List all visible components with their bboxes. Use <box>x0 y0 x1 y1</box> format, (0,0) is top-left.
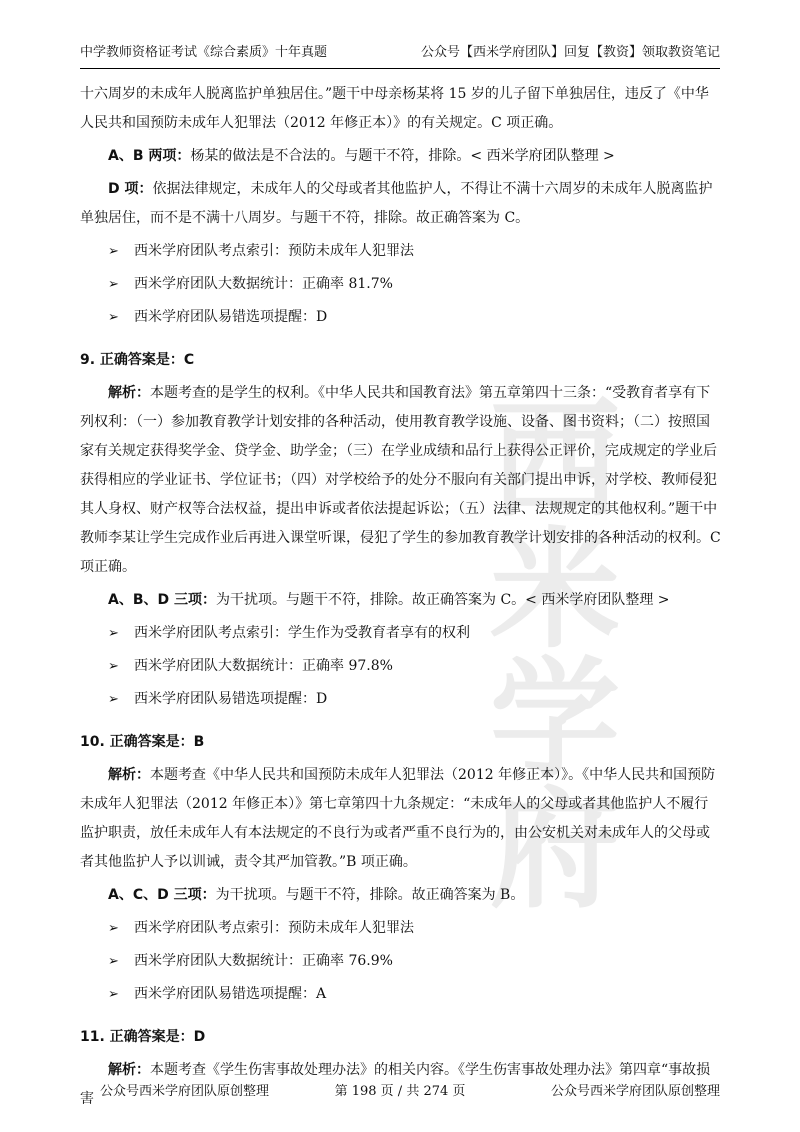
list-item-text: 西米学府团队考点索引：学生作为受教育者享有的权利 <box>134 625 470 641</box>
list-item <box>80 914 722 943</box>
explanation-text: 本题考查《学生伤害事故处理办法》的相关内容。《学生伤害事故处理办法》第四章“事故损害 <box>80 1062 711 1107</box>
explanation-label: 解析： <box>108 1062 150 1078</box>
option-text: 为干扰项。与题干不符，排除。故正确答案为 B。 <box>215 887 525 903</box>
page-number: 第 198 页 / 共 274 页 <box>334 1084 466 1099</box>
paragraph <box>80 586 722 615</box>
paragraph <box>80 142 722 171</box>
list-item-text: 西米学府团队易错选项提醒：D <box>134 309 328 325</box>
option-label: A、B 两项： <box>108 148 191 164</box>
footer-credit-right: 公众号西米学府团队原创整理 <box>550 1084 720 1099</box>
arrowhead-bullet-icon: ➢ <box>108 692 119 707</box>
question-answer-heading: 10. 正确答案是：B <box>80 734 205 750</box>
list-item <box>80 270 722 299</box>
arrowhead-bullet-icon: ➢ <box>108 310 119 325</box>
list-item-text: 西米学府团队大数据统计：正确率 76.9% <box>134 953 393 969</box>
page-header <box>80 38 720 69</box>
header-book-title: 中学教师资格证考试《综合素质》十年真题 <box>80 45 328 60</box>
explanation-text: 本题考查的是学生的权利。《中华人民共和国教育法》第五章第四十三条：“受教育者享有下列权利：（一）参加教育教学计划安排的各种活动，使用教育教学设施、设备、图书资料；（二）按照国家有关规定获得奖学金、贷学金、助学金；（三）在学业成绩和品行上获得公正评价，完成规定的学业后获得相应的学业证书、学位证书；（四）对学校给予的处分不服向有关部门提出申诉，对学校、教师侵犯其人身权、财产权等合法权益，提出申诉或者依法提起诉讼；（五）法律、法规规定的其他权利。”题干中教师李某让学生完成作业后再进入课堂听课，侵犯了学生的参加教育教学计划安排的各种活动的权利。C 项正确。 <box>80 385 721 575</box>
list-item <box>80 237 722 266</box>
list-item-text: 西米学府团队易错选项提醒：D <box>134 691 328 707</box>
arrowhead-bullet-icon: ➢ <box>108 244 119 259</box>
list-item <box>80 303 722 332</box>
option-text: 杨某的做法是不合法的。与题干不符，排除。< 西米学府团队整理 > <box>190 148 615 164</box>
list-item-text: 西米学府团队大数据统计：正确率 97.8% <box>134 658 393 674</box>
explanation-label: 解析： <box>108 767 150 783</box>
paragraph <box>80 175 722 233</box>
arrowhead-bullet-icon: ➢ <box>108 626 119 641</box>
watermark-line-2: 学府 <box>489 644 620 926</box>
explanation-text: 本题考查《中华人民共和国预防未成年人犯罪法（2012 年修正本）》。《中华人民共和国预防未成年人犯罪法（2012 年修正本）》第七章第四十九条规定：“未成年人的父母或者其他监护人不履行监护职责，放任未成年人有本法规定的不良行为或者严重不良行为的，由公安机关对未成年人的父母或者其他监护人予以训诫，责令其严加管教。”B 项正确。 <box>80 767 716 870</box>
question-answer-heading: 11. 正确答案是：D <box>80 1029 206 1045</box>
explanation <box>80 761 722 877</box>
list-item-text: 西米学府团队考点索引：预防未成年人犯罪法 <box>134 920 414 936</box>
arrowhead-bullet-icon: ➢ <box>108 277 119 292</box>
list-item-text: 西米学府团队考点索引：预防未成年人犯罪法 <box>134 243 414 259</box>
list-item <box>80 619 722 648</box>
list-item <box>80 947 722 976</box>
arrowhead-bullet-icon: ➢ <box>108 921 119 936</box>
list-item-text: 西米学府团队大数据统计：正确率 81.7% <box>134 276 393 292</box>
page-content <box>80 80 722 1114</box>
list-item <box>80 685 722 714</box>
footer-credit-left: 公众号西米学府团队原创整理 <box>100 1084 270 1099</box>
watermark-line-1: 西米 <box>489 384 620 666</box>
explanation-label: 解析： <box>108 385 150 401</box>
explanation <box>80 1056 722 1114</box>
explanation <box>80 379 722 582</box>
option-text: 依据法律规定，未成年人的父母或者其他监护人，不得让不满十六周岁的未成年人脱离监护单独居住，而不是不满十八周岁。与题干不符，排除。故正确答案为 C。 <box>80 181 713 226</box>
arrowhead-bullet-icon: ➢ <box>108 987 119 1002</box>
option-label: A、B、D 三项： <box>108 592 217 608</box>
paragraph: 十六周岁的未成年人脱离监护单独居住。”题干中母亲杨某将 15 岁的儿子留下单独居住，违反了《中华人民共和国预防未成年人犯罪法（2012 年修正本）》的有关规定。C 项正确。 <box>80 86 709 131</box>
paragraph <box>80 881 722 910</box>
list-item-text: 西米学府团队易错选项提醒：A <box>134 986 327 1002</box>
arrowhead-bullet-icon: ➢ <box>108 954 119 969</box>
list-item <box>80 652 722 681</box>
option-label: A、C、D 三项： <box>108 887 216 903</box>
option-label: D 项： <box>108 181 153 197</box>
option-text: 为干扰项。与题干不符，排除。故正确答案为 C。< 西米学府团队整理 > <box>216 592 670 608</box>
list-item <box>80 980 722 1009</box>
header-promo: 公众号【西米学府团队】回复【教资】领取教资笔记 <box>420 45 720 60</box>
arrowhead-bullet-icon: ➢ <box>108 659 119 674</box>
question-answer-heading: 9. 正确答案是：C <box>80 352 195 368</box>
